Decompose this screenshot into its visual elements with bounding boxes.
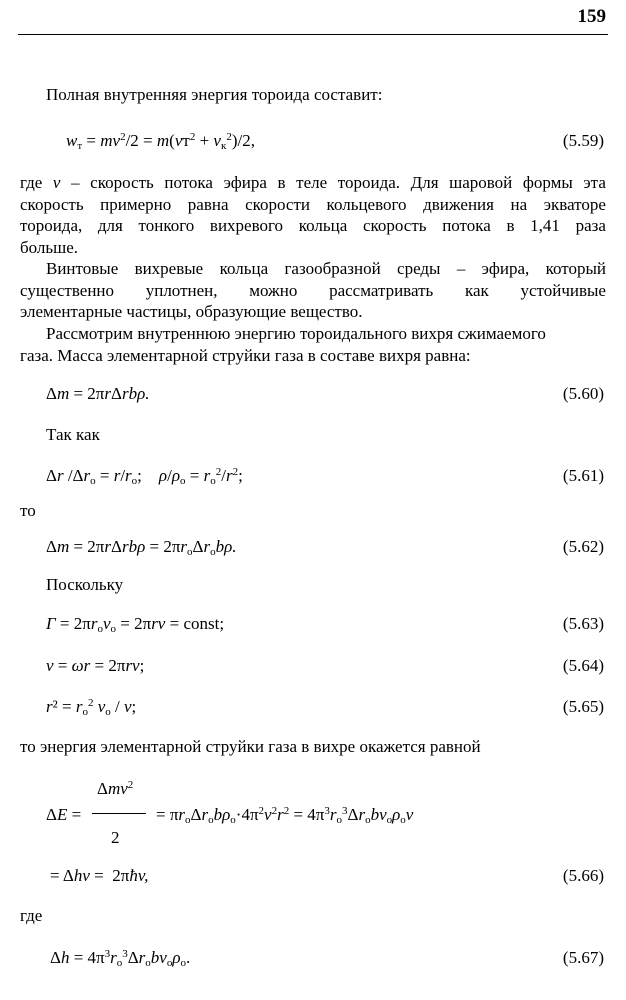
word: вихревые [134, 259, 204, 278]
word: скорость [20, 195, 84, 214]
paragraph-consider-line-1: Рассмотрим внутреннюю энергию тороидального вихря сжимаемого [46, 324, 546, 343]
word: где [20, 173, 43, 192]
page-number: 159 [577, 6, 606, 27]
word: рассматривать [329, 281, 434, 300]
word: тонкого [138, 216, 195, 235]
word: скорость [90, 173, 154, 192]
equation-5-60: Δm = 2πrΔrbρ. [46, 384, 150, 403]
text-since: Так как [46, 425, 100, 444]
word: – [456, 259, 466, 278]
justified-line [20, 215, 606, 236]
justified-line [46, 258, 606, 279]
word: эта [583, 173, 606, 192]
word: эфира, [481, 259, 530, 278]
word: тороида. [337, 173, 401, 192]
word: формы [522, 173, 573, 192]
text-then: то [20, 501, 36, 520]
equation-5-67: $\Delta h = 4\pi^3r_o^3\Delta r_obv_o\rho_o$. [50, 948, 191, 969]
paragraph-full-energy: Полная внутренняя энергия тороида составит: [46, 85, 383, 104]
word: для [97, 216, 123, 235]
word: среды [397, 259, 441, 278]
paragraph-consider-line-2: газа. Масса элементарной струйки газа в составе вихря равна: [20, 346, 471, 365]
equation-5-63: $Г = 2\pi r_ov_o = 2\pi rv$ = const; [46, 614, 225, 635]
equation-5-66-line-1: ΔE = [46, 805, 82, 824]
equation-number-5-63: (5.63) [562, 614, 604, 633]
fraction-numerator: Δmv$^2$ [97, 779, 134, 798]
equation-number-5-62: (5.62) [562, 537, 604, 556]
word: тороида, [20, 216, 83, 235]
word: равна [187, 195, 229, 214]
word: скорости [245, 195, 310, 214]
text-because: Поскольку [46, 575, 124, 594]
word: который [545, 259, 606, 278]
word: скорость [362, 216, 427, 235]
equation-5-59: $w_т = mv^2/2 = m(vт^2 + v_к^2)/2$, [66, 131, 255, 152]
word: эфира [223, 173, 267, 192]
fraction-denominator: 2 [111, 828, 120, 847]
word: как [464, 281, 489, 300]
equation-number-5-60: (5.60) [562, 384, 604, 403]
word: кольца [219, 259, 269, 278]
equation-5-64: v = ωr = 2πrv; [46, 656, 145, 675]
word: потока [442, 216, 491, 235]
word: кольцевого [326, 195, 407, 214]
word: Винтовые [46, 259, 119, 278]
word: вихревого [209, 216, 284, 235]
word: на [510, 195, 528, 214]
equation-number-5-64: (5.64) [562, 656, 604, 675]
paragraph-energy: то энергия элементарной струйки газа в вихре окажется равной [20, 737, 481, 756]
word: можно [249, 281, 298, 300]
equation-number-5-66: (5.66) [562, 866, 604, 885]
equation-number-5-67: (5.67) [562, 948, 604, 967]
equation-number-5-65: (5.65) [562, 697, 604, 716]
word: v [52, 173, 61, 192]
paragraph-vortex-rings-last: элементарные частицы, образующие вещество. [20, 302, 363, 321]
justified-line [20, 194, 606, 215]
word: – [71, 173, 80, 192]
word: уплотнен, [145, 281, 218, 300]
word: кольца [298, 216, 348, 235]
word: в [277, 173, 286, 192]
equation-number-5-59: (5.59) [562, 131, 604, 150]
fraction-bar [92, 813, 146, 814]
word: движения [423, 195, 494, 214]
word: раза [575, 216, 606, 235]
word: устойчивые [520, 281, 606, 300]
word: теле [296, 173, 328, 192]
justified-line [20, 280, 606, 301]
word: существенно [20, 281, 115, 300]
word: примерно [100, 195, 172, 214]
equation-5-66-rhs: = $\pi r_o\Delta r_ob\rho_o\cdot 4\pi^2v^2r^2 = 4\pi^3r_o^3\Delta r_obv_o\rho_ov$ [156, 805, 414, 826]
header-rule [18, 34, 608, 35]
text-where: где [20, 906, 43, 925]
justified-line [20, 172, 606, 193]
word: газообразной [284, 259, 381, 278]
equation-5-66-line-2: = Δhv = 2πħv, [50, 866, 149, 885]
word: 1,41 [530, 216, 560, 235]
equation-number-5-61: (5.61) [562, 466, 604, 485]
equation-5-61: Δr $/\Delta r_o = r/r_o$; $\rho/\rho_o = r_o^2/r^2$; [46, 466, 243, 487]
word: шаровой [449, 173, 513, 192]
equation-5-62: $\Delta m = 2\pi r\Delta rb\rho = 2\pi r_o\Delta r_ob\rho$. [46, 537, 237, 558]
word: экваторе [543, 195, 606, 214]
word: Для [410, 173, 439, 192]
word: потока [164, 173, 213, 192]
paragraph-where-v-last: больше. [20, 238, 79, 257]
word: в [506, 216, 515, 235]
equation-5-65: $r^2 = r_o^2$ $v_o$ / v; [46, 697, 137, 718]
